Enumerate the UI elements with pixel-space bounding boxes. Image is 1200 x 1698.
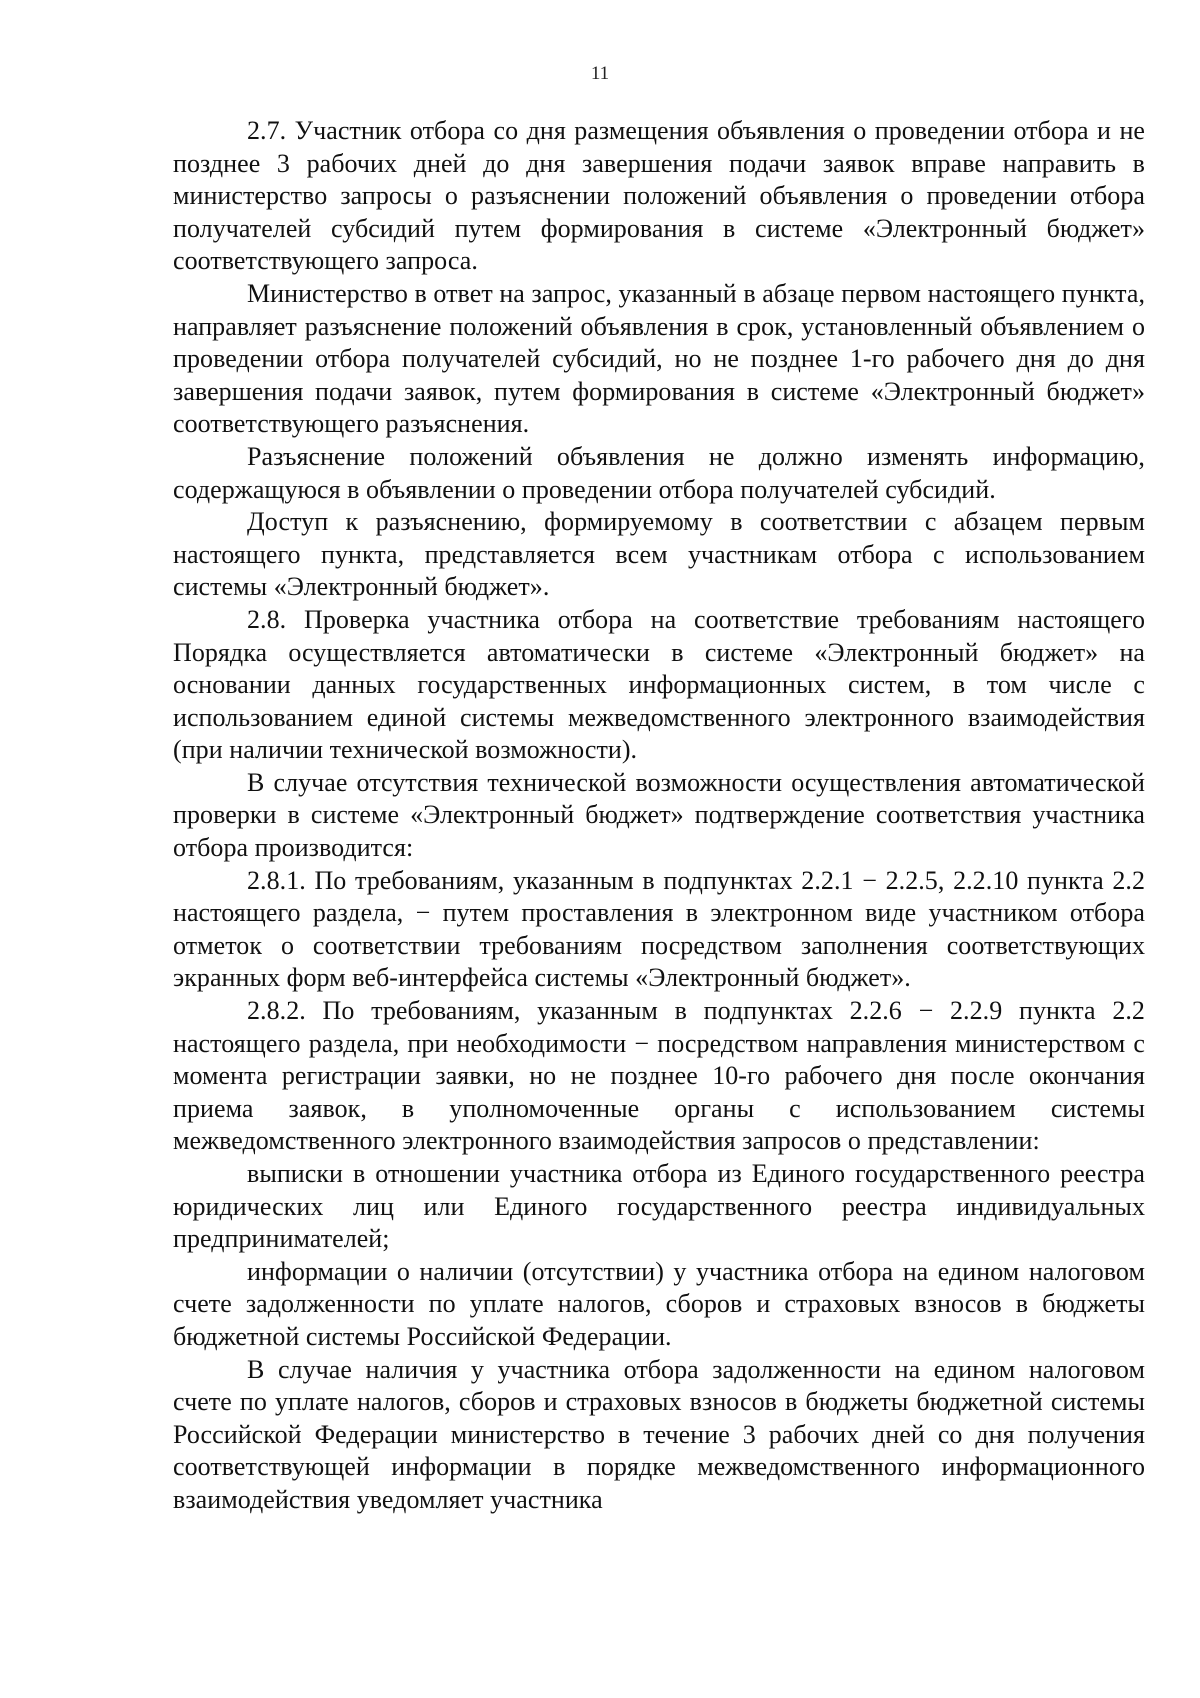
document-body [173, 115, 1145, 1517]
page-number: 11 [590, 63, 610, 84]
paragraph-clarification-access: Доступ к разъяснению, формируемому в соответствии с абзацем первым настоящего пункта, представляется всем участникам отбора с использованием системы «Электронный бюджет». [173, 507, 1145, 602]
paragraph-clarification-limits: Разъяснение положений объявления не должно изменять информацию, содержащуюся в объявлении о проведении отбора получателей субсидий. [173, 441, 1145, 504]
paragraph-debt-notification: В случае наличия у участника отбора задолженности на едином налоговом счете по уплате налогов, сборов и страховых взносов в бюджеты бюджетной системы Российской Федерации министерство в течение 3 рабочих дней со дня получения соответствующей информации в порядке межведомственного информационного взаимодействия уведомляет участника [173, 1354, 1145, 1514]
paragraph-2-8: 2.8. Проверка участника отбора на соответствие требованиям настоящего Порядка осуществляется автоматически в системе «Электронный бюджет» на основании данных государственных информационных систем, в том числе с использованием единой системы межведомственного электронного взаимодействия (при наличии технической возможности). [173, 604, 1145, 765]
paragraph-2-8-1: 2.8.1. По требованиям, указанным в подпунктах 2.2.1 − 2.2.5, 2.2.10 пункта 2.2 настоящего раздела, − путем проставления в электронном виде участником отбора отметок о соответствии требованиям посредством заполнения соответствующих экранных форм веб-интерфейса системы «Электронный бюджет». [173, 865, 1145, 993]
paragraph-registry-extract: выписки в отношении участника отбора из Единого государственного реестра юридических лиц или Единого государственного реестра индивидуальных предпринимателей; [173, 1159, 1145, 1254]
paragraph-ministry-response: Министерство в ответ на запрос, указанный в абзаце первом настоящего пункта, направляет разъяснение положений объявления в срок, установленный объявлением о проведении отбора получателей субсидий, но не позднее 1-го рабочего дня до дня завершения подачи заявок, путем формирования в системе «Электронный бюджет» соответствующего разъяснения. [173, 278, 1145, 439]
paragraph-2-7: 2.7. Участник отбора со дня размещения объявления о проведении отбора и не позднее 3 рабочих дней до дня завершения подачи заявок вправе направить в министерство запросы о разъяснении положений объявления о проведении отбора получателей субсидий путем формирования в системе «Электронный бюджет» соответствующего запроса. [173, 116, 1145, 276]
paragraph-tax-debt-info: информации о наличии (отсутствии) у участника отбора на едином налоговом счете задолженности по уплате налогов, сборов и страховых взносов в бюджеты бюджетной системы Российской Федерации. [173, 1256, 1145, 1351]
paragraph-2-8-2: 2.8.2. По требованиям, указанным в подпунктах 2.2.6 − 2.2.9 пункта 2.2 настоящего раздела, при необходимости − посредством направления министерством с момента регистрации заявки, но не позднее 10-го рабочего дня после окончания приема заявок, в уполномоченные органы с использованием системы межведомственного электронного взаимодействия запросов о представлении: [173, 996, 1145, 1156]
paragraph-no-technical-possibility: В случае отсутствия технической возможности осуществления автоматической проверки в системе «Электронный бюджет» подтверждение соответствия участника отбора производится: [173, 767, 1145, 863]
